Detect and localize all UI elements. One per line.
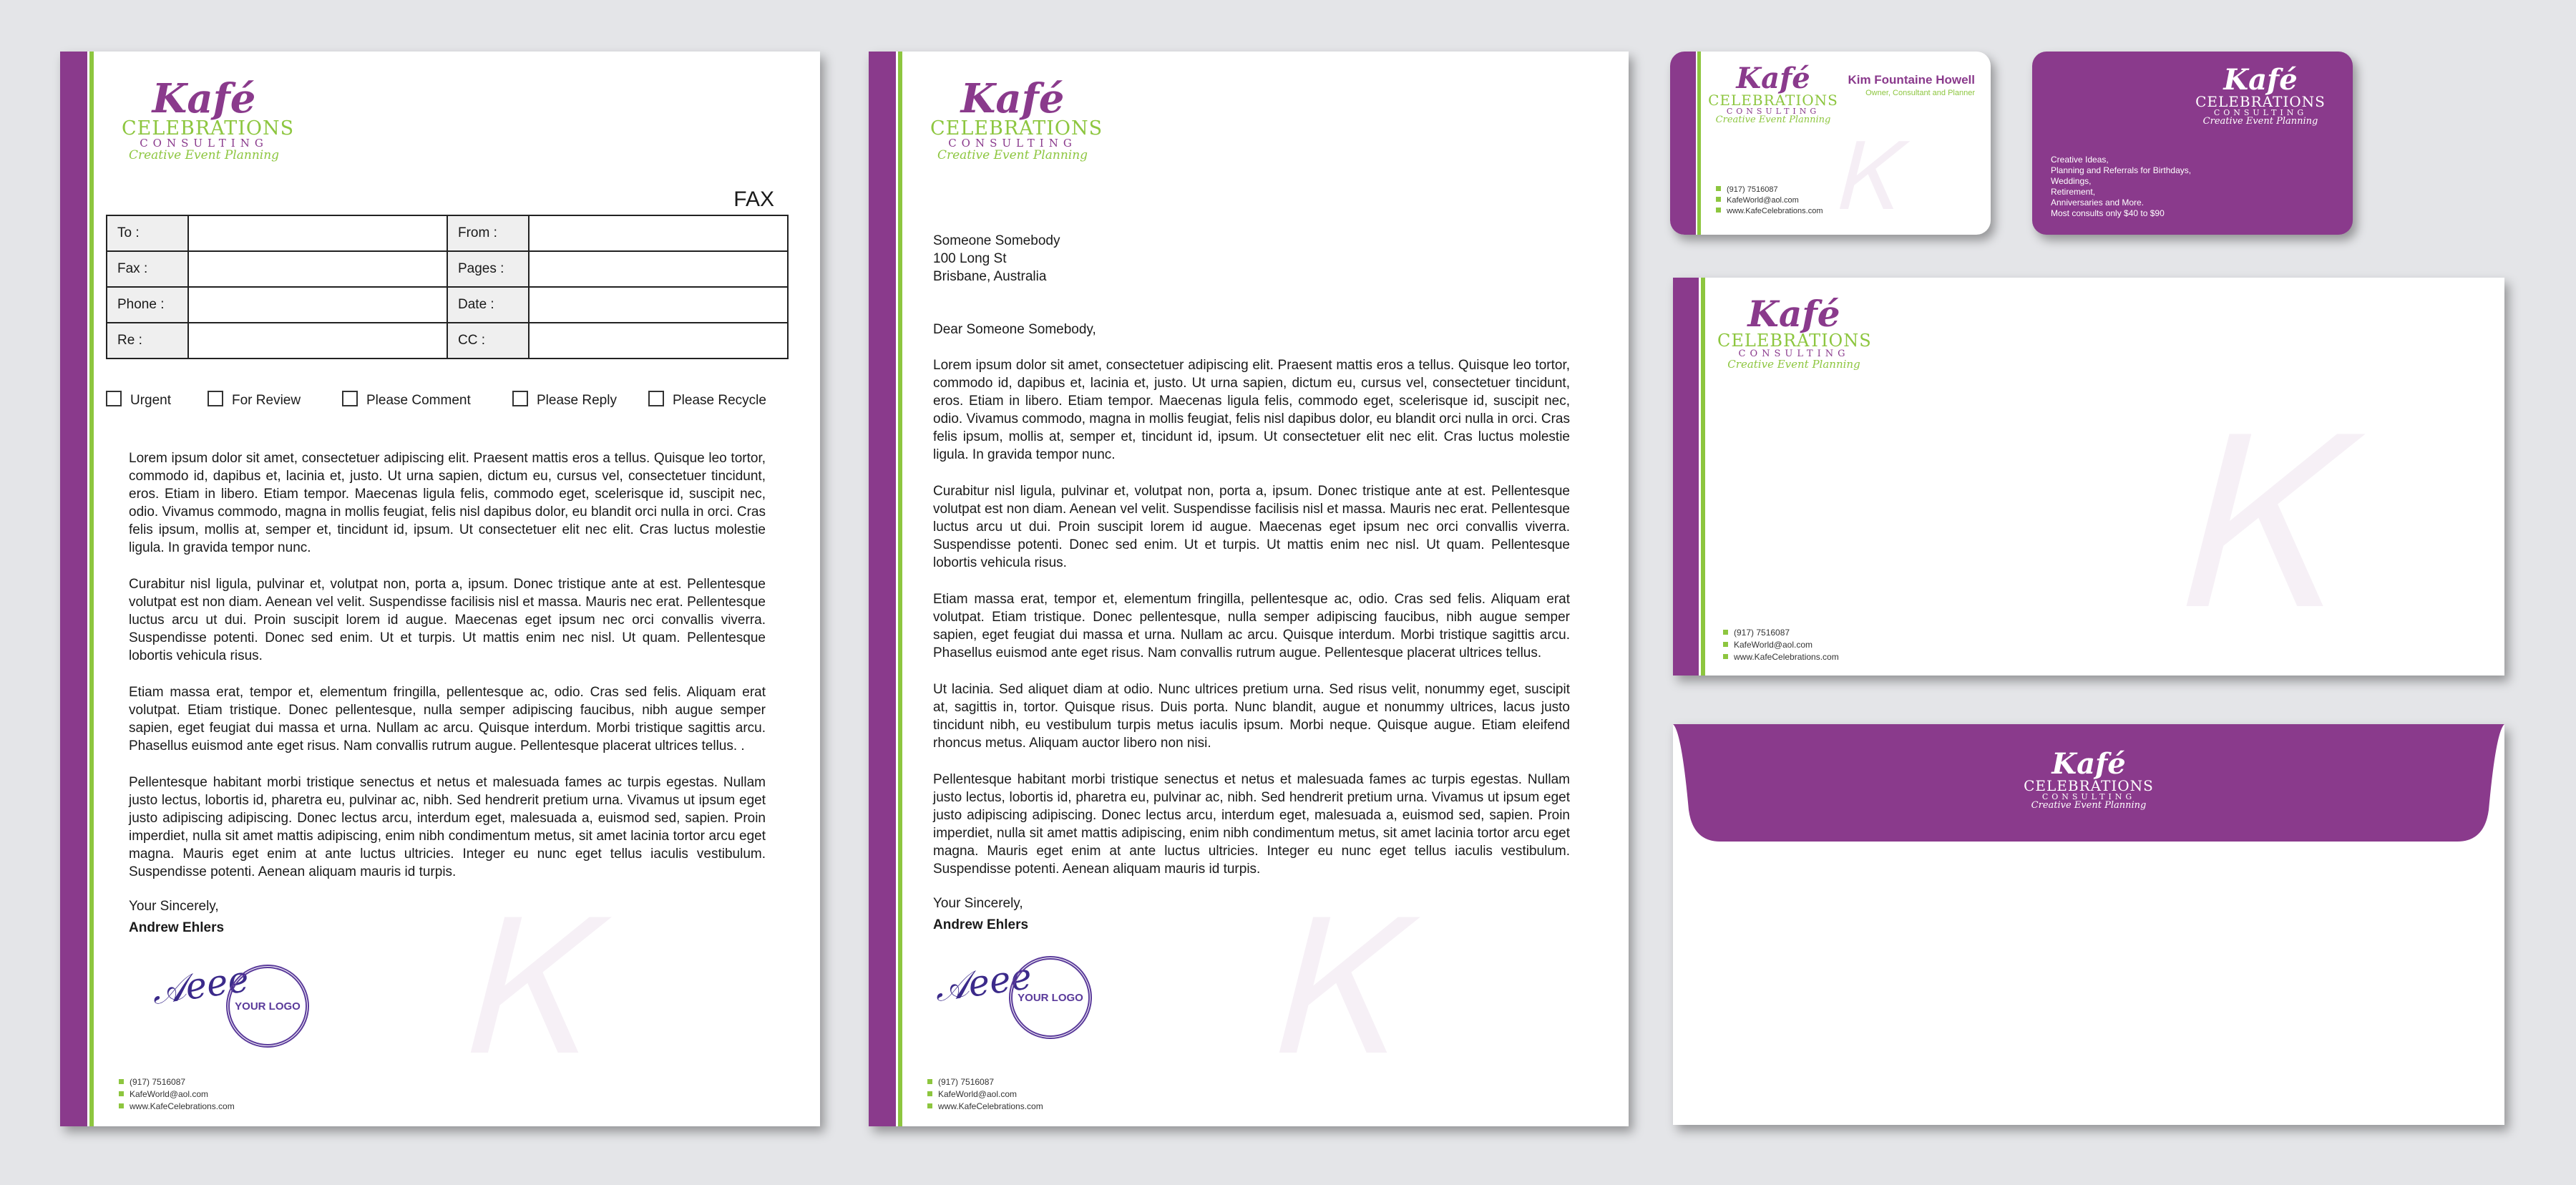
brand-logo [1707, 64, 1839, 125]
paragraph: Etiam massa erat, tempor et, elementum fringilla, pellentesque ac, odio. Cras sed felis. Aliquam erat volutpat. Etiam tristique. Donec pellentesque, nulla semper adipiscing faucibus, nibh augue semper sapien, eget feugiat dui massa et urna. Nullam ac arcu. Quisque interdum. Morbi tristique sagittis arcu. Phasellus euismod ante eget risus. Nam convallis rutrum augue. Pellentesque placerat ultrices tellus. . [129, 685, 766, 754]
card-line: Anniversaries and More. [2051, 198, 2145, 208]
fax-field-fax[interactable] [188, 251, 447, 287]
contact-email[interactable] [119, 1088, 235, 1101]
stamp-icon [226, 965, 309, 1048]
logo-line3: Creative Event Planning [1727, 358, 1860, 371]
web-text: www.KafeCelebrations.com [1727, 207, 1823, 215]
purple-band [1673, 278, 1699, 676]
letter-closing [933, 893, 1028, 936]
green-band [1701, 278, 1705, 676]
address-line: Someone Somebody [933, 233, 1060, 248]
logo-line2: CONSULTING [2213, 108, 2308, 117]
logo-line2: CONSULTING [2041, 792, 2136, 801]
checkbox-label: For Review [232, 393, 301, 408]
fax-label-pages: Pages : [447, 251, 529, 287]
card-back-text [2051, 155, 2191, 219]
logo-line3: Creative Event Planning [937, 148, 1088, 162]
phone-text: (917) 7516087 [938, 1077, 995, 1087]
fax-label-to: To : [107, 215, 188, 251]
bullet-icon [1723, 642, 1728, 647]
watermark-icon: Ꮶ [461, 881, 590, 1097]
signer-name: Andrew Ehlers [129, 920, 225, 935]
bullet-icon [1716, 186, 1721, 191]
contact-email[interactable] [1716, 195, 1823, 206]
logo-mark: Kafé [2051, 747, 2126, 781]
brand-logo [2194, 63, 2327, 127]
business-card-front [1670, 52, 1991, 235]
fax-label-from: From : [447, 215, 529, 251]
card-role: Owner, Consultant and Planner [1865, 89, 1975, 97]
checkbox-label: Please Reply [537, 393, 617, 408]
bullet-icon [119, 1091, 124, 1096]
logo-line1: CELEBRATIONS [122, 117, 295, 140]
paragraph: Curabitur nisl ligula, pulvinar et, volutpat non, porta a, ipsum. Donec tristique ante at est. Pellentesque volutpat est non diam. Aenean vel velit. Suspendisse facilisis nisl et massa. Mauris nec erat. Pellentesque luctus arcu ut dui. Proin suscipit lorem id augue. Maecenas eget ipsum nec orci convallis viverra. Suspendisse potenti. Donec sed enim. Ut et turpis. Ut mattis enim nec nisl. Ut quam. Pellentesque lobortis vehicula risus. [129, 577, 766, 663]
contact-block [1716, 185, 1823, 217]
checkbox-box[interactable] [106, 391, 122, 406]
logo-line3: Creative Event Planning [128, 148, 280, 162]
checkbox-please-comment[interactable] [342, 391, 471, 409]
checkbox-label: Please Comment [366, 393, 471, 408]
logo-line1: CELEBRATIONS [1717, 331, 1872, 351]
watermark-icon: Ꮶ [1835, 122, 1899, 231]
email-text: KafeWorld@aol.com [938, 1089, 1018, 1099]
brand-logo [2019, 747, 2158, 811]
purple-band [869, 52, 896, 1126]
brand-logo [930, 75, 1103, 162]
checkbox-box[interactable] [512, 391, 528, 406]
closing-text: Your Sincerely, [933, 896, 1023, 911]
purple-band [60, 52, 87, 1126]
fax-title: FAX [733, 187, 774, 211]
checkbox-for-review[interactable] [208, 391, 301, 409]
phone-text: (917) 7516087 [1727, 185, 1778, 194]
email-text: KafeWorld@aol.com [1727, 196, 1799, 205]
table-row [107, 323, 788, 359]
fax-label-fax: Fax : [107, 251, 188, 287]
fax-label-re: Re : [107, 323, 188, 359]
fax-field-to[interactable] [188, 215, 447, 251]
stamp-center: YOUR LOGO [235, 1000, 301, 1013]
checkbox-box[interactable] [342, 391, 358, 406]
stamp-center: YOUR LOGO [1018, 991, 1083, 1004]
logo-line1: CELEBRATIONS [2195, 93, 2326, 110]
fax-field-date[interactable] [529, 287, 788, 323]
checkbox-label: Urgent [130, 393, 172, 408]
contact-email[interactable] [1723, 639, 1839, 651]
brand-logo [1717, 293, 1872, 371]
logo-line3: Creative Event Planning [1715, 114, 1831, 125]
logo-mark: Kafé [2223, 63, 2298, 97]
fax-sheet [60, 52, 820, 1126]
green-band [1697, 52, 1701, 235]
logo-line1: CELEBRATIONS [1708, 92, 1838, 109]
watermark-icon: Ꮶ [1269, 881, 1398, 1097]
contact-web[interactable] [119, 1101, 235, 1113]
logo-line1: CELEBRATIONS [2024, 777, 2154, 794]
paragraph: Pellentesque habitant morbi tristique senectus et netus et malesuada fames ac turpis egestas. Nullam justo lectus, lobortis id, pharetra eu, pulvinar ac, nibh. Sed hendrerit pretium urna. Vivamus ut ipsum eget justo adipiscing adipiscing. Donec lectus arcu, interdum eget, malesuada a, euismod sed, sapien. Proin imperdiet, nulla sit amet mattis adipiscing, enim nibh condimentum metus, sit amet lacinia tortor arcu eget magna. Mauris eget enim at ante luctus ultricies. Integer eu nunc eget tellus iaculis vestibulum. Suspendisse potenti. Aenean aliquam mauris id turpis. [933, 772, 1570, 877]
bullet-icon [1716, 197, 1721, 202]
logo-mark: Kafé [1736, 62, 1810, 95]
stamp-icon [1009, 956, 1092, 1039]
contact-block [1723, 627, 1839, 663]
card-line: Planning and Referrals for Birthdays, [2051, 165, 2192, 175]
letterhead-sheet [869, 52, 1629, 1126]
contact-web[interactable] [1716, 206, 1823, 217]
contact-phone [119, 1076, 235, 1088]
table-row [107, 287, 788, 323]
paragraph: Lorem ipsum dolor sit amet, consectetuer adipiscing elit. Praesent mattis eros a tellus. Quisque leo tortor, commodo id, dapibus et, lacinia et, justo. Ut urna sapien, dictum eu, cursus vel, consectetuer tincidunt, eros. Etiam in libero. Etiam tempor. Maecenas ligula felis, commodo eget, scelerisque id, suscipit nec, odio. Vivamus commodo, magna in mollis feugiat, felis nisl dapibus dolor, eu blandit orci nulla in orci. Cras felis ipsum, mollis at, semper et, tincidunt id, ipsum. Ut consectetuer elit nec elit. Cras luctus molestie ligula. In gravida tempor nunc. [933, 358, 1570, 462]
contact-phone [927, 1076, 1043, 1088]
signer-name: Andrew Ehlers [933, 917, 1029, 932]
fax-label-phone: Phone : [107, 287, 188, 323]
checkbox-urgent[interactable] [106, 391, 171, 409]
card-line: Weddings, [2051, 176, 2092, 186]
bullet-icon [119, 1103, 124, 1108]
bullet-icon [119, 1079, 124, 1084]
checkbox-please-reply[interactable] [512, 391, 617, 409]
bullet-icon [927, 1091, 932, 1096]
email-text: KafeWorld@aol.com [130, 1089, 209, 1099]
envelope [1673, 724, 2504, 1125]
brand-logo [122, 75, 295, 162]
bullet-icon [927, 1103, 932, 1108]
paragraph: Lorem ipsum dolor sit amet, consectetuer adipiscing elit. Praesent mattis eros a tellus. Quisque leo tortor, commodo id, dapibus et, lacinia et, justo. Ut urna sapien, dictum eu, cursus vel, consectetuer tincidunt, eros. Etiam in libero. Etiam tempor. Maecenas ligula felis, commodo eget, scelerisque id, suscipit nec, odio. Vivamus commodo, magna in mollis feugiat, felis nisl dapibus dolor, eu blandit orci nulla in orci. Cras felis ipsum, mollis at, semper et, tincidunt id, ipsum. Ut consectetuer elit nec elit. Cras luctus molestie ligula. In gravida tempor nunc. [129, 451, 766, 555]
bullet-icon [1723, 630, 1728, 635]
web-text: www.KafeCelebrations.com [1734, 652, 1839, 662]
paragraph: Curabitur nisl ligula, pulvinar et, volutpat non, porta a, ipsum. Donec tristique ante at est. Pellentesque volutpat est non diam. Aenean vel velit. Suspendisse facilisis nisl et massa. Mauris nec erat. Pellentesque luctus arcu ut dui. Proin suscipit lorem id augue. Maecenas eget ipsum nec orci convallis viverra. Suspendisse potenti. Donec sed enim. Ut et turpis. Ut mattis enim nec nisl. Ut quam. Pellentesque lobortis vehicula risus. [933, 484, 1570, 570]
phone-text: (917) 7516087 [130, 1077, 186, 1087]
logo-line2: CONSULTING [948, 137, 1077, 150]
compliment-slip [1673, 278, 2504, 676]
fax-field-re[interactable] [188, 323, 447, 359]
fax-field-pages[interactable] [529, 251, 788, 287]
letter-body [933, 356, 1570, 897]
signature-icon: 𝒜eee [932, 955, 1035, 1010]
contact-block [927, 1076, 1043, 1113]
contact-phone [1723, 627, 1839, 639]
fax-checkboxes [106, 391, 779, 412]
contact-phone [1716, 185, 1823, 195]
contact-email[interactable] [927, 1088, 1043, 1101]
paragraph: Etiam massa erat, tempor et, elementum fringilla, pellentesque ac, odio. Cras sed felis. Aliquam erat volutpat. Etiam tristique. Donec pellentesque, nulla semper adipiscing faucibus, nibh augue semper sapien, eget feugiat dui massa et urna. Nullam ac arcu. Quisque interdum. Morbi tristique sagittis arcu. Phasellus euismod ante eget risus. Nam convallis rutrum augue. Pellentesque placerat ultrices tellus. [933, 592, 1570, 660]
logo-line2: CONSULTING [140, 137, 268, 150]
checkbox-please-recycle[interactable] [648, 391, 766, 409]
bullet-icon [927, 1079, 932, 1084]
recipient-address [933, 232, 1060, 286]
logo-line2: CONSULTING [1726, 107, 1820, 116]
bullet-icon [1716, 208, 1721, 213]
table-row [107, 251, 788, 287]
address-line: 100 Long St [933, 251, 1007, 266]
logo-mark: Kafé [152, 75, 256, 122]
checkbox-box[interactable] [648, 391, 664, 406]
paragraph: Pellentesque habitant morbi tristique senectus et netus et malesuada fames ac turpis egestas. Nullam justo lectus, lobortis id, pharetra eu, pulvinar ac, nibh. Sed hendrerit pretium urna. Vivamus ut ipsum eget justo adipiscing adipiscing. Donec lectus arcu, interdum eget, malesuada a, euismod sed, sapien. Proin imperdiet, nulla sit amet mattis adipiscing, enim nibh condimentum metus, sit amet lacinia tortor arcu eget magna. Mauris eget enim at ante luctus ultricies. Integer eu nunc eget tellus iaculis vestibulum. Suspendisse potenti. Aenean aliquam mauris id turpis. [129, 775, 766, 879]
green-band [89, 52, 94, 1126]
fax-header-table [106, 215, 789, 359]
logo-line1: CELEBRATIONS [930, 117, 1103, 140]
fax-field-cc[interactable] [529, 323, 788, 359]
fax-closing [129, 896, 224, 939]
closing-text: Your Sincerely, [129, 899, 219, 914]
web-text: www.KafeCelebrations.com [938, 1101, 1043, 1111]
logo-mark: Kafé [1747, 293, 1840, 335]
letter-greeting: Dear Someone Somebody, [933, 322, 1096, 337]
watermark-icon: Ꮶ [2174, 387, 2337, 662]
card-line: Retirement, [2051, 187, 2096, 197]
fax-label-date: Date : [447, 287, 529, 323]
fax-label-cc: CC : [447, 323, 529, 359]
contact-block [119, 1076, 235, 1113]
logo-line3: Creative Event Planning [2202, 116, 2318, 127]
contact-web[interactable] [1723, 651, 1839, 663]
checkbox-box[interactable] [208, 391, 223, 406]
address-line: Brisbane, Australia [933, 269, 1047, 284]
logo-mark: Kafé [960, 75, 1065, 122]
signature-icon: 𝒜eee [149, 957, 252, 1013]
logo-line3: Creative Event Planning [2031, 800, 2147, 811]
contact-web[interactable] [927, 1101, 1043, 1113]
fax-field-from[interactable] [529, 215, 788, 251]
paragraph: Ut lacinia. Sed aliquet diam at odio. Nunc ultrices pretium urna. Sed risus velit, nonummy eget, suscipit at, sagittis in, tortor. Quisque risus. Duis porta. Nunc blandit, augue et nonummy ultrices, lacus justo tincidunt nibh, eu vestibulum turpis metus iaculis ipsum. Morbi neque. Quisque augue. Etiam eleifend rhoncus metus. Aliquam auctor libero non nisi. [933, 682, 1570, 751]
checkbox-label: Please Recycle [673, 393, 766, 408]
business-card-back [2032, 52, 2353, 235]
fax-field-phone[interactable] [188, 287, 447, 323]
email-text: KafeWorld@aol.com [1734, 640, 1813, 650]
purple-band [1670, 52, 1696, 235]
card-line: Creative Ideas, [2051, 155, 2109, 165]
card-name: Kim Fountaine Howell [1848, 73, 1975, 87]
fax-body [129, 449, 766, 899]
web-text: www.KafeCelebrations.com [130, 1101, 235, 1111]
card-line: Most consults only $40 to $90 [2051, 208, 2165, 218]
green-band [898, 52, 902, 1126]
table-row [107, 215, 788, 251]
logo-line2: CONSULTING [1738, 348, 1850, 359]
bullet-icon [1723, 654, 1728, 659]
phone-text: (917) 7516087 [1734, 628, 1790, 638]
